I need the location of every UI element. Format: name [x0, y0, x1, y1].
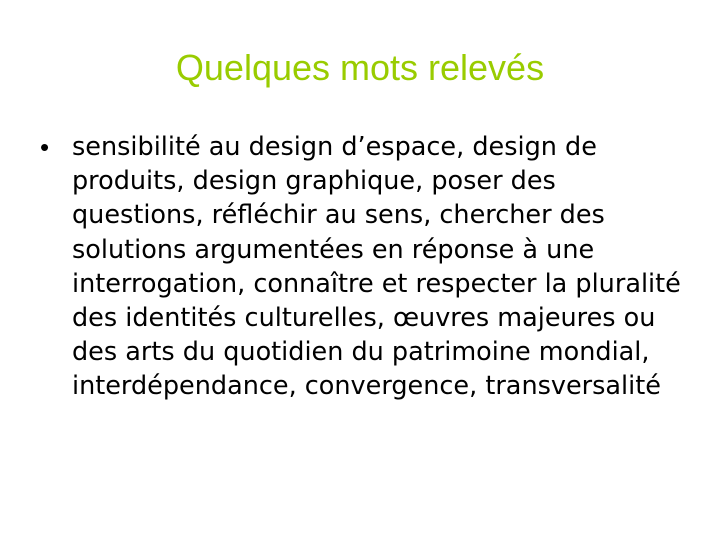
bullet-text: sensibilité au design d’espace, design de produits, design graphique, poser des questions, réfléchir au sens, chercher des solutions argumentées en réponse à une interrogation, connaître et respecter la pluralité des identités culturelles, œuvres majeures ou des arts du quotidien du patrimoine mondial, interdépendance, convergence, transversalité — [72, 132, 681, 402]
bullet-marker: • — [40, 132, 50, 162]
bullet-list — [36, 130, 686, 404]
bullet-item — [36, 130, 686, 404]
slide-title: Quelques mots relevés — [175, 47, 545, 88]
